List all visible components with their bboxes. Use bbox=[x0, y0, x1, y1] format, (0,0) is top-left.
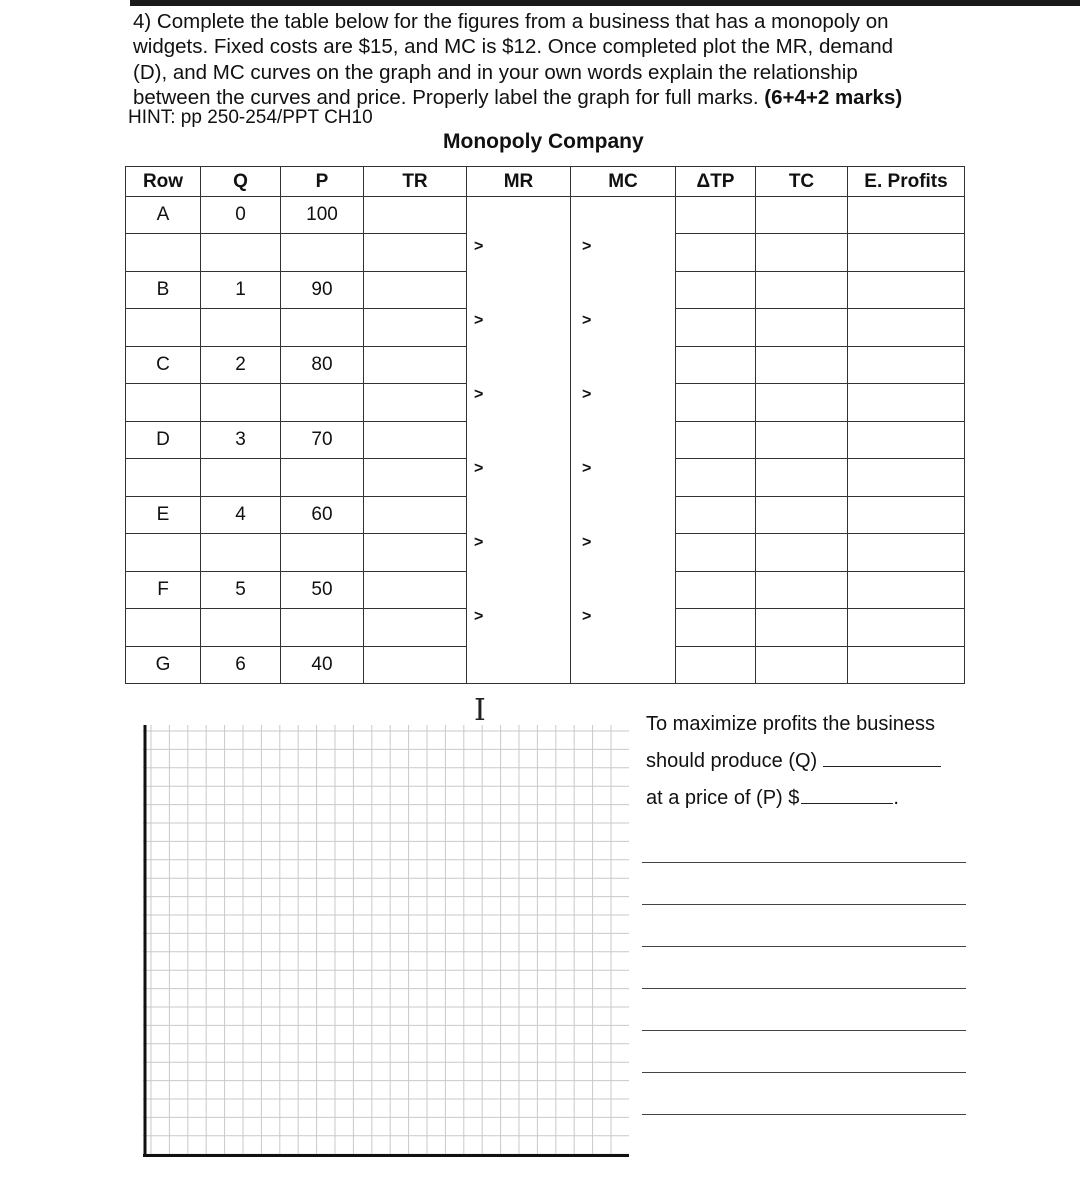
cell-p: 50 bbox=[281, 572, 364, 609]
cell-atp[interactable] bbox=[676, 384, 756, 422]
cell-row-label: B bbox=[126, 272, 201, 309]
cell-tr[interactable] bbox=[364, 347, 467, 384]
answer-p-blank[interactable] bbox=[801, 785, 893, 804]
writing-line[interactable] bbox=[642, 988, 966, 989]
answer-q-blank[interactable] bbox=[823, 748, 941, 767]
header-mc: MC bbox=[571, 167, 676, 197]
cell-profits[interactable] bbox=[848, 422, 965, 459]
cell-profits[interactable] bbox=[848, 572, 965, 609]
header-q: Q bbox=[201, 167, 281, 197]
cell-atp[interactable] bbox=[676, 459, 756, 497]
header-profits: E. Profits bbox=[848, 167, 965, 197]
mc-arrow: > bbox=[582, 460, 592, 477]
header-p: P bbox=[281, 167, 364, 197]
mr-arrow: > bbox=[474, 238, 484, 255]
cell-q: 6 bbox=[201, 647, 281, 684]
cell-atp[interactable] bbox=[676, 534, 756, 572]
writing-line[interactable] bbox=[642, 946, 966, 947]
cell-profits[interactable] bbox=[848, 347, 965, 384]
header-row: Row bbox=[126, 167, 201, 197]
cell-row-label: C bbox=[126, 347, 201, 384]
cell-tr[interactable] bbox=[364, 422, 467, 459]
mc-arrow: > bbox=[582, 386, 592, 403]
mc-arrow: > bbox=[582, 534, 592, 551]
cell-tr[interactable] bbox=[364, 647, 467, 684]
cell-p: 60 bbox=[281, 497, 364, 534]
answer-line-3 bbox=[646, 783, 941, 820]
cell-p: 100 bbox=[281, 197, 364, 234]
cell-q: 1 bbox=[201, 272, 281, 309]
explanation-lines bbox=[642, 862, 966, 1156]
cell-tc[interactable] bbox=[756, 272, 848, 309]
cell-q: 2 bbox=[201, 347, 281, 384]
header-tr: TR bbox=[364, 167, 467, 197]
question-line-2: widgets. Fixed costs are $15, and MC is $12. Once completed plot the MR, demand bbox=[133, 35, 894, 59]
answer-line-2 bbox=[646, 746, 941, 783]
hint-text: HINT: pp 250-254/PPT CH10 bbox=[128, 107, 373, 128]
mr-arrow: > bbox=[474, 608, 484, 625]
cell-tc[interactable] bbox=[756, 347, 848, 384]
monopoly-table bbox=[125, 166, 965, 684]
cell-tr[interactable] bbox=[364, 497, 467, 534]
table-header-row bbox=[126, 167, 965, 197]
cell-q: 3 bbox=[201, 422, 281, 459]
cell-profits[interactable] bbox=[848, 272, 965, 309]
cell-atp[interactable] bbox=[676, 272, 756, 309]
table-title: Monopoly Company bbox=[443, 130, 644, 153]
cell-tr[interactable] bbox=[364, 197, 467, 234]
cell-atp[interactable] bbox=[676, 647, 756, 684]
question-line-1: 4) Complete the table below for the figures from a business that has a monopoly on bbox=[133, 10, 889, 33]
cell-q: 0 bbox=[201, 197, 281, 234]
cell-atp[interactable] bbox=[676, 572, 756, 609]
writing-line[interactable] bbox=[642, 1072, 966, 1073]
cell-row-label: A bbox=[126, 197, 201, 234]
cell-p: 80 bbox=[281, 347, 364, 384]
cell-tc[interactable] bbox=[756, 647, 848, 684]
cell-tr[interactable] bbox=[364, 272, 467, 309]
answer-period: . bbox=[893, 787, 899, 809]
cell-atp[interactable] bbox=[676, 497, 756, 534]
cell-tc[interactable] bbox=[756, 197, 848, 234]
cell-q: 5 bbox=[201, 572, 281, 609]
cell-atp[interactable] bbox=[676, 347, 756, 384]
cell-profits[interactable] bbox=[848, 497, 965, 534]
cell-profits[interactable] bbox=[848, 647, 965, 684]
mc-arrow: > bbox=[582, 608, 592, 625]
mr-arrow: > bbox=[474, 386, 484, 403]
cell-p: 40 bbox=[281, 647, 364, 684]
cell-p: 90 bbox=[281, 272, 364, 309]
header-atp: ΔTP bbox=[676, 167, 756, 197]
header-tc: TC bbox=[756, 167, 848, 197]
writing-line[interactable] bbox=[642, 904, 966, 905]
cell-tc[interactable] bbox=[756, 422, 848, 459]
answer-line-1: To maximize profits the business bbox=[646, 713, 936, 735]
cell-atp[interactable] bbox=[676, 197, 756, 234]
mc-arrow: > bbox=[582, 238, 592, 255]
mr-arrow: > bbox=[474, 534, 484, 551]
cell-tc[interactable] bbox=[756, 572, 848, 609]
cell-atp[interactable] bbox=[676, 234, 756, 272]
cell-tc[interactable] bbox=[756, 497, 848, 534]
cell-tr[interactable] bbox=[364, 572, 467, 609]
graph-paper[interactable] bbox=[143, 725, 629, 1157]
cell-atp[interactable] bbox=[676, 422, 756, 459]
header-mr: MR bbox=[467, 167, 571, 197]
writing-line[interactable] bbox=[642, 1030, 966, 1031]
question-marks: (6+4+2 marks) bbox=[764, 85, 903, 109]
cell-atp[interactable] bbox=[676, 609, 756, 647]
cell-p: 70 bbox=[281, 422, 364, 459]
top-border-bar bbox=[130, 0, 1080, 6]
mc-arrow: > bbox=[582, 312, 592, 329]
cell-q: 4 bbox=[201, 497, 281, 534]
answer-q-label: should produce (Q) bbox=[646, 750, 818, 772]
mr-arrow: > bbox=[474, 460, 484, 477]
cell-row-label: E bbox=[126, 497, 201, 534]
graph-grid bbox=[143, 725, 629, 1157]
writing-line[interactable] bbox=[642, 862, 966, 863]
writing-line[interactable] bbox=[642, 1114, 966, 1115]
cell-profits[interactable] bbox=[848, 197, 965, 234]
answer-p-label: at a price of (P) $ bbox=[646, 787, 800, 809]
table-row bbox=[126, 197, 965, 234]
text-cursor-icon: I bbox=[474, 693, 486, 728]
answer-block bbox=[646, 709, 941, 820]
cell-row-label: F bbox=[126, 572, 201, 609]
question-text bbox=[133, 9, 1033, 110]
question-line-3: (D), and MC curves on the graph and in your own words explain the relationship bbox=[133, 60, 858, 84]
cell-atp[interactable] bbox=[676, 309, 756, 347]
question-line-4-text: between the curves and price. Properly label the graph for full marks. bbox=[133, 85, 759, 109]
mr-arrow: > bbox=[474, 312, 484, 329]
cell-row-label: D bbox=[126, 422, 201, 459]
cell-row-label: G bbox=[126, 647, 201, 684]
